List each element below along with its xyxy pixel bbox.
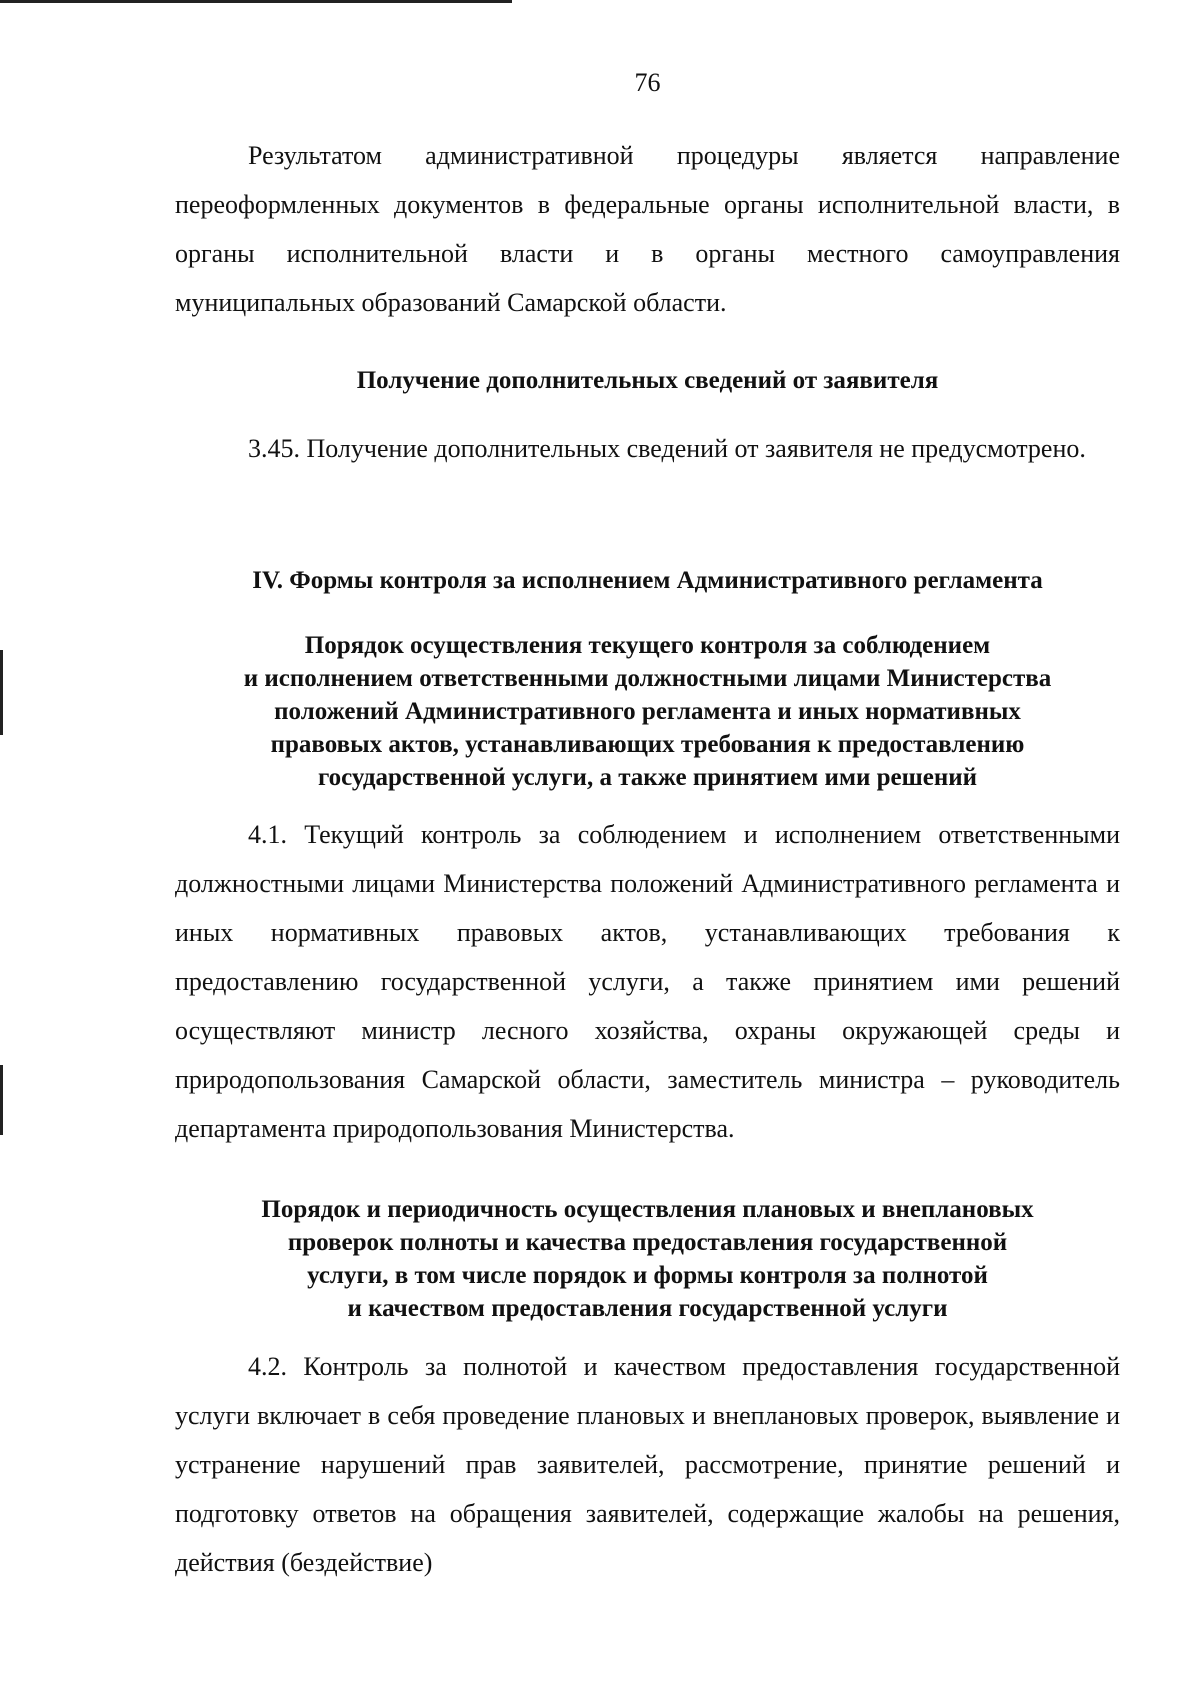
paragraph-4-1: 4.1. Текущий контроль за соблюдением и исполнением ответственными должностными лицами Министерства положений Административного регламента и иных нормативных правовых актов, устанавливающих требования к предоставлению государственной услуги, а также принятием ими решений осуществляют министр лесного хозяйства, охраны окружающей среды и природопользования Самарской области, заместитель министра – руководитель департамента природопользования Министерства.: [175, 820, 1120, 1143]
heading-current-control: [175, 629, 1120, 794]
heading-line: государственной услуги, а также принятием ими решений: [317, 764, 978, 791]
heading-line: услуги, в том числе порядок и формы контроля за полнотой: [307, 1262, 988, 1289]
heading-line: проверок полноты и качества предоставления государственной: [287, 1229, 1008, 1256]
heading-line: Порядок осуществления текущего контроля за соблюдением: [304, 632, 991, 659]
scan-edge-mark: [0, 650, 3, 735]
heading-line: правовых актов, устанавливающих требования к предоставлению: [270, 731, 1025, 758]
paragraph-3-45: 3.45. Получение дополнительных сведений от заявителя не предусмотрено.: [248, 434, 1086, 463]
heading-line: Получение дополнительных сведений от заявителя: [356, 367, 939, 394]
page-number: 76: [634, 68, 661, 97]
heading-line: IV. Формы контроля за исполнением Административного регламента: [252, 567, 1043, 594]
scan-edge-mark: [0, 1065, 3, 1135]
paragraph-4-2: 4.2. Контроль за полнотой и качеством предоставления государственной услуги включает в себя проведение плановых и внеплановых проверок, выявление и устранение нарушений прав заявителей, рассмотрение, принятие решений и подготовку ответов на обращения заявителей, содержащие жалобы на решения, действия (бездействие): [175, 1352, 1120, 1577]
scan-edge-line: [0, 0, 512, 3]
heading-inspections: [175, 1193, 1120, 1325]
heading-line: Порядок и периодичность осуществления плановых и внеплановых: [261, 1196, 1034, 1223]
heading-line: положений Административного регламента и иных нормативных: [274, 698, 1021, 725]
heading-line: и исполнением ответственными должностными лицами Министерства: [243, 665, 1052, 692]
paragraph-procedure-result: Результатом административной процедуры является направление переоформленных документов в федеральные органы исполнительной власти, в органы исполнительной власти и в органы местного самоуправления муниципальных образований Самарской области.: [175, 141, 1120, 317]
heading-additional-info: [175, 364, 1120, 397]
heading-line: и качеством предоставления государственной услуги: [347, 1295, 948, 1322]
heading-section-iv: [175, 564, 1120, 597]
